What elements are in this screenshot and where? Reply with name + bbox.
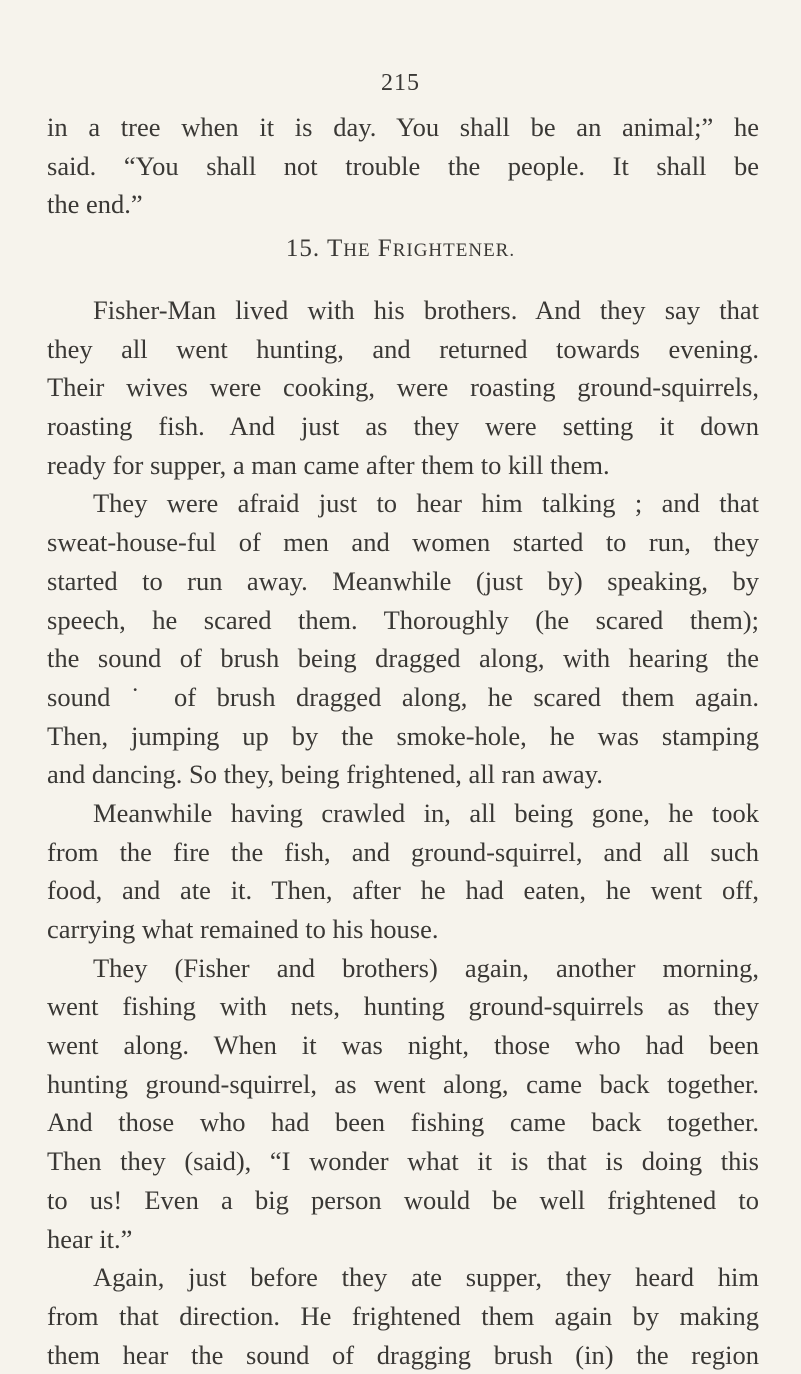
text-line: from that direction. He frightened them again by making: [47, 1300, 759, 1331]
text-line: Meanwhile having crawled in, all being gone, he took: [93, 797, 759, 828]
section-title-rest: HE: [343, 240, 371, 261]
text-line: sweat-house-ful of men and women started to run, they: [47, 527, 759, 558]
text-line: roasting fish. And just as they were setting it down: [47, 411, 759, 442]
text-line: Their wives were cooking, were roasting ground-squirrels,: [47, 372, 759, 403]
section-heading: [0, 232, 801, 268]
section-title-cap: T: [326, 235, 344, 262]
continuation-paragraph: [47, 108, 759, 224]
text-line: went along. When it was night, those who had been: [47, 1030, 759, 1061]
text-line: food, and ate it. Then, after he had eaten, he went off,: [47, 875, 759, 906]
text-line: Fisher-Man lived with his brothers. And they say that: [93, 295, 759, 325]
text-line: ready for supper, a man came after them to kill them.: [47, 449, 610, 480]
story-body: [47, 291, 759, 1374]
text-line: went fishing with nets, hunting ground-squirrels as they: [47, 991, 759, 1022]
section-number: 15.: [285, 235, 321, 262]
text-line: They were afraid just to hear him talking ; and that: [93, 488, 759, 519]
section-title-cap: F: [377, 235, 393, 262]
page-number: 215: [381, 70, 420, 96]
text-line: Then they (said), “I wonder what it is that is doing this: [47, 1146, 759, 1177]
text-line: hear it.”: [47, 1223, 133, 1254]
text-line: They (Fisher and brothers) again, another morning,: [93, 952, 759, 983]
text-line: speech, he scared them. Thoroughly (he scared them);: [47, 604, 759, 635]
text-line: And those who had been fishing came back together.: [47, 1107, 759, 1138]
text-line: from the fire the fish, and ground-squirrel, and all such: [47, 836, 759, 867]
text-line: hunting ground-squirrel, as went along, came back together.: [47, 1068, 759, 1099]
text-line: in a tree when it is day. You shall be an animal;” he: [47, 112, 759, 142]
text-line: sound ˙ of brush dragged along, he scared them again.: [47, 681, 759, 712]
text-line: the sound of brush being dragged along, with hearing the: [47, 643, 759, 674]
section-title-rest: RIGHTENER.: [392, 240, 516, 261]
text-line: them hear the sound of dragging brush (in) the region: [47, 1339, 759, 1370]
text-line: started to run away. Meanwhile (just by) speaking, by: [47, 565, 759, 596]
text-line: carrying what remained to his house.: [47, 914, 439, 944]
text-line: said. “You shall not trouble the people. It shall be: [47, 150, 759, 181]
text-line: they all went hunting, and returned towards evening.: [47, 333, 759, 364]
text-line: the end.”: [47, 189, 143, 220]
text-line: Again, just before they ate supper, they heard him: [93, 1262, 759, 1293]
text-line: Then, jumping up by the smoke-hole, he was stamping: [47, 720, 759, 751]
text-line: to us! Even a big person would be well frightened to: [47, 1184, 759, 1215]
text-line: and dancing. So they, being frightened, all ran away.: [47, 759, 603, 790]
